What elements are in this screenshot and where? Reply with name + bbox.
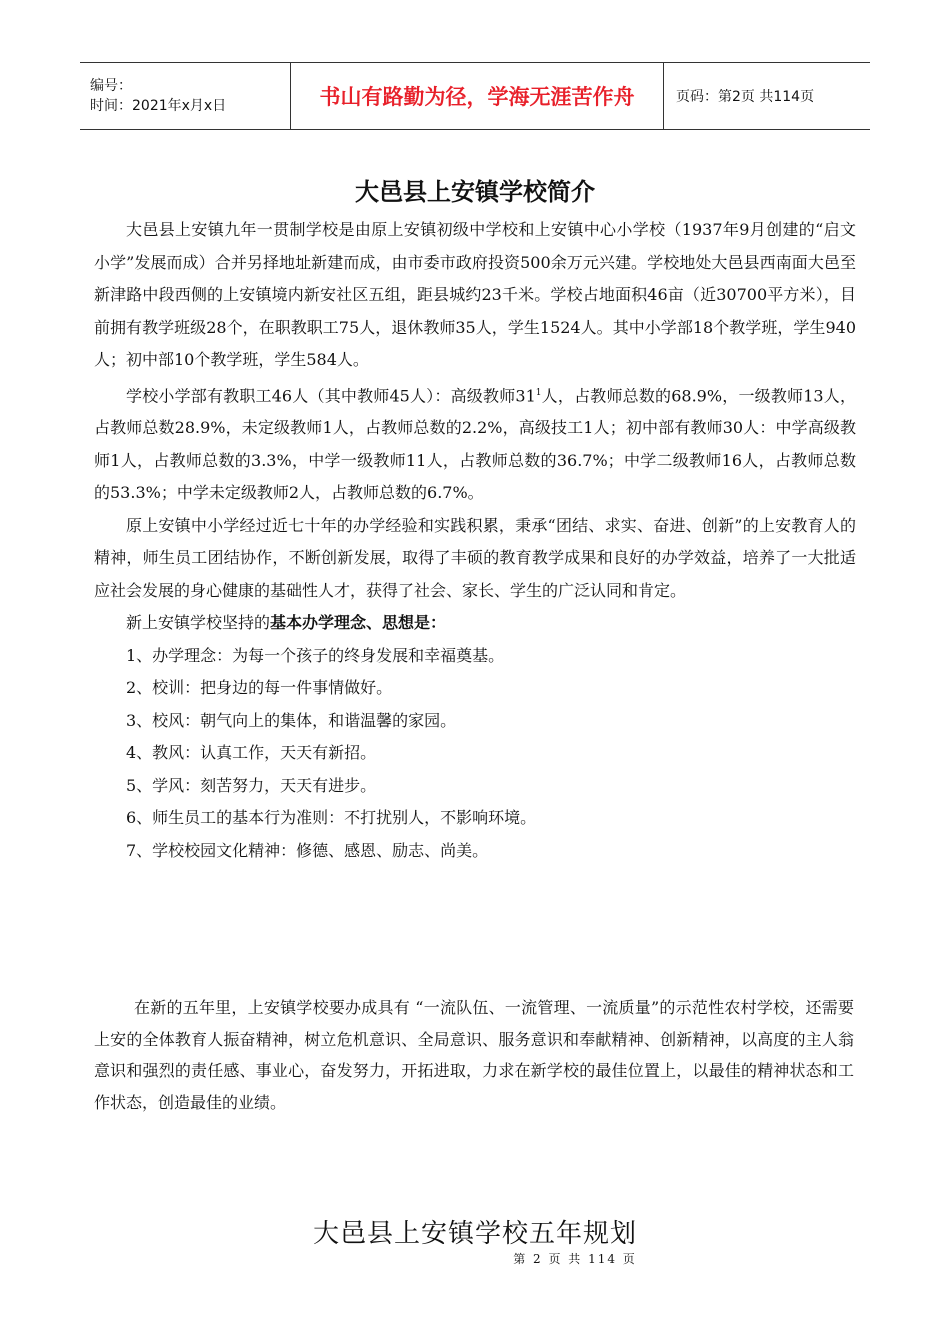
philosophy-plain: 新上安镇学校坚持的 bbox=[126, 613, 271, 633]
philosophy-bold: 基本办学理念、思想是： bbox=[270, 613, 447, 633]
header-table bbox=[80, 62, 870, 130]
list-item: 1、办学理念：为每一个孩子的终身发展和幸福奠基。 bbox=[126, 645, 505, 665]
page-info: 页码：第2页 共114页 bbox=[664, 63, 871, 130]
list-item: 7、学校校园文化精神：修德、感恩、励志、尚美。 bbox=[126, 840, 489, 860]
paragraph-future bbox=[94, 992, 854, 1118]
staff-text-a: 学校小学部有教职工46人（其中教师45人）：高级教师31 bbox=[126, 385, 536, 405]
time-label: 时间：2021年x月x日 bbox=[90, 98, 227, 114]
section-title-plan: 大邑县上安镇学校五年规划 bbox=[312, 1219, 637, 1249]
paragraph-future-text: 在新的五年里，上安镇学校要办成具有 “一流队伍、一流管理、一流质量”的示范性农村学校，还需要上安的全体教育人振奋精神，树立危机意识、全局意识、服务意识和奉献精神、创新精神，以高度的主人翁意识和强烈的责任感、事业心，奋发努力，开拓进取，力求在新学校的最佳位置上，以最佳的精神状态和工作状态，创造最佳的业绩。 bbox=[94, 998, 854, 1112]
motto: 书山有路勤为径，学海无涯苦作舟 bbox=[291, 63, 664, 130]
number-label: 编号： bbox=[90, 78, 132, 94]
page-footer: 第 2 页 共 114 页 bbox=[513, 1252, 637, 1266]
footnote-mark: 1 bbox=[535, 387, 542, 398]
paragraph-intro: 大邑县上安镇九年一贯制学校是由原上安镇初级中学校和上安镇中心小学校（1937年9月创建的“启文小学”发展而成）合并另择地址新建而成，由市委市政府投资500余万元兴建。学校地处大邑县西南面大邑至新津路中段西侧的上安镇境内新安社区五组，距县城约23千米。学校占地面积46亩（近30700平方米），目前拥有教学班级28个，在职教职工75人，退休教师35人，学生1524人。其中小学部18个教学班，学生940人；初中部10个教学班，学生584人。 bbox=[94, 220, 856, 369]
document-body bbox=[94, 214, 856, 867]
list-item: 2、校训：把身边的每一件事情做好。 bbox=[126, 678, 393, 698]
list-item: 5、学风：刻苦努力，天天有进步。 bbox=[126, 775, 377, 795]
staff-text-b: 人，占教师总数的68.9%，一级教师13人，占教师总数28.9%，未定级教师1人，占教师总数的2.2%，高级技工1人；初中部有教师30人：中学高级教师1人，占教师总数的3.3%，中学一级教师11人，占教师总数的36.7%；中学二级教师16人，占教师总数的53.3%；中学未定级教师2人，占教师总数的6.7%。 bbox=[94, 385, 856, 503]
list-item: 4、教风：认真工作，天天有新招。 bbox=[126, 743, 377, 763]
list-item: 3、校风：朝气向上的集体，和谐温馨的家园。 bbox=[126, 710, 457, 730]
paragraph-history: 原上安镇中小学经过近七十年的办学经验和实践积累，秉承“团结、求实、奋进、创新”的上安教育人的精神，师生员工团结协作，不断创新发展，取得了丰硕的教育教学成果和良好的办学效益，培养了一大批适应社会发展的身心健康的基础性人才，获得了社会、家长、学生的广泛认同和肯定。 bbox=[94, 515, 856, 600]
page-title: 大邑县上安镇学校简介 bbox=[355, 178, 595, 206]
header-left-cell bbox=[80, 63, 291, 130]
list-item: 6、师生员工的基本行为准则：不打扰别人，不影响环境。 bbox=[126, 808, 537, 828]
paragraph-philosophy-intro bbox=[94, 607, 856, 640]
paragraph-staff bbox=[94, 377, 856, 510]
